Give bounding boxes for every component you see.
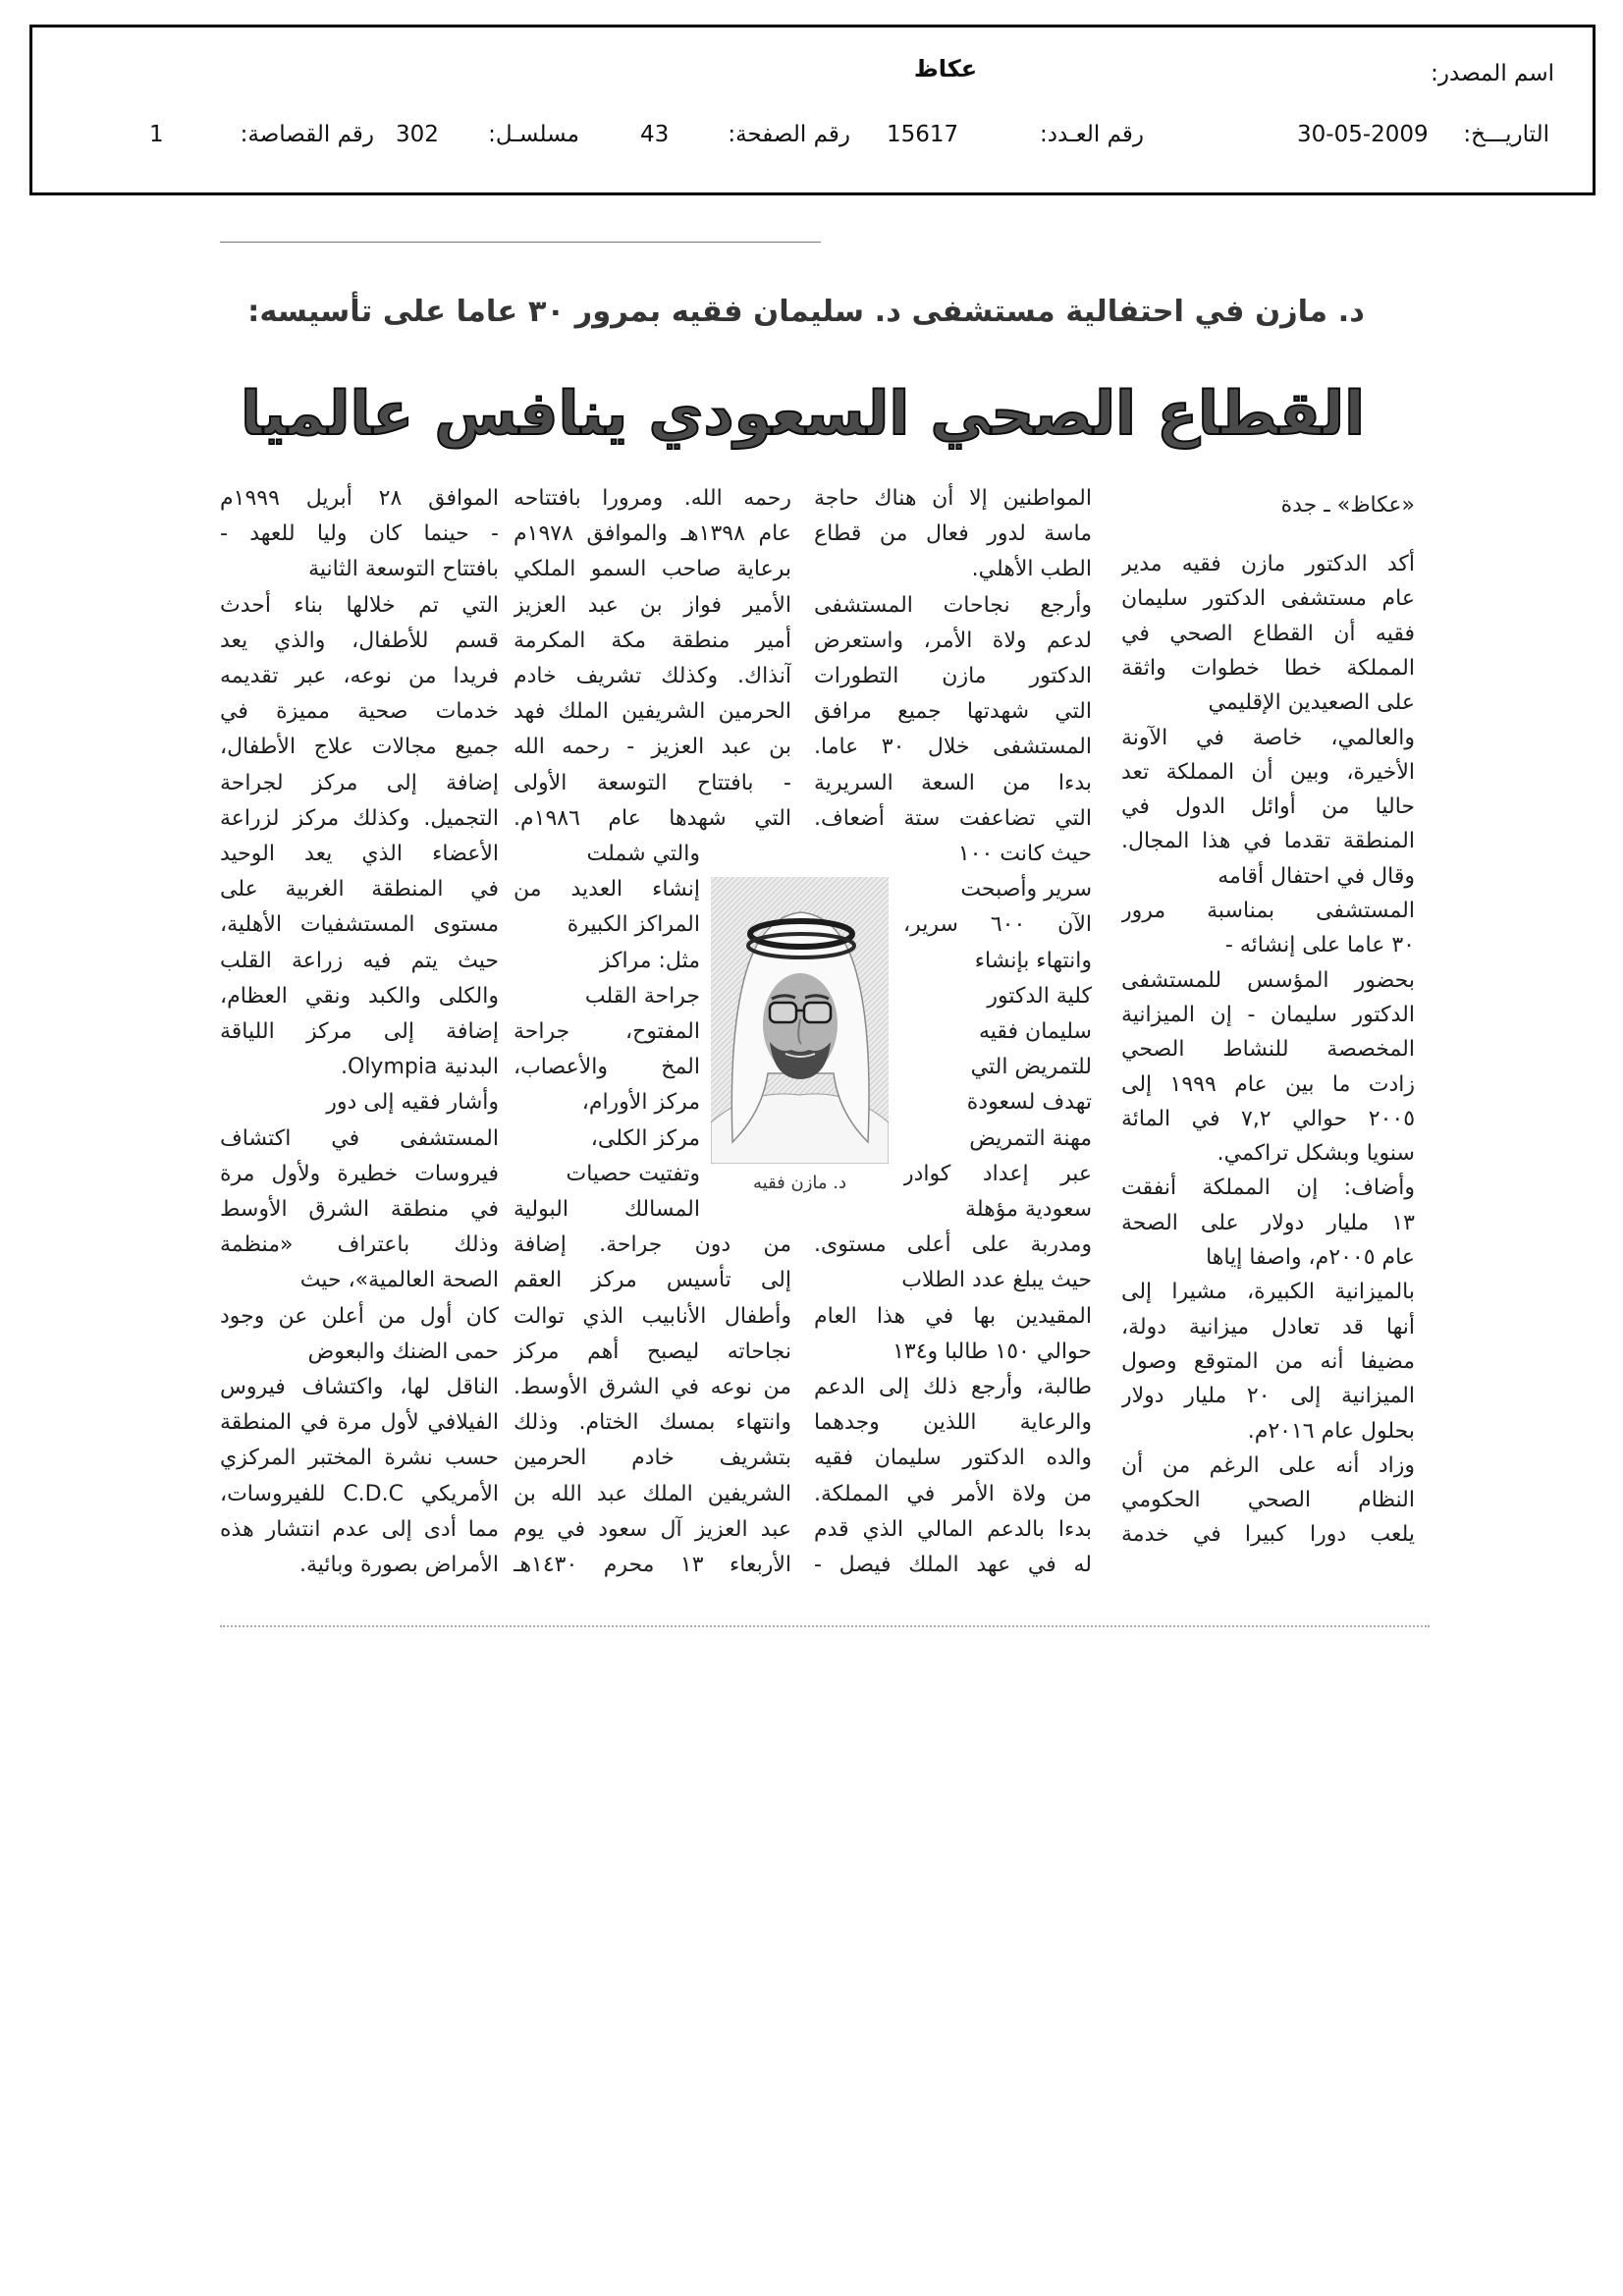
article-line-text: وأرجع نجاحات المستشفى: [814, 592, 1092, 618]
article-line-text: من ولاة الأمر في المملكة.: [814, 1481, 1092, 1506]
article-line: [814, 659, 1092, 694]
article-line-text: أنها قد تعادل ميزانية دولة،: [1121, 1314, 1415, 1339]
article-line-text: المراكز الكبيرة: [567, 912, 700, 938]
clip-label: رقم القصاصة:: [240, 122, 374, 147]
article-dateline: «عكاظ» ـ جدة: [1280, 493, 1415, 518]
article-line: [1121, 1032, 1415, 1066]
page-number: 43: [640, 122, 670, 147]
article-line-text: الأمراض بصورة وبائية.: [299, 1553, 499, 1577]
article-line: [220, 1121, 499, 1157]
article-line-text: بدءا بالدعم المالي الذي قدم: [814, 1516, 1092, 1542]
article-line-text: وأطفال الأنابيب الذي توالت: [514, 1303, 791, 1329]
article-column-4: [220, 481, 499, 1584]
article-line-text: المملكة خطا خطوات واثقة: [1121, 655, 1415, 681]
article-line: [220, 1263, 499, 1298]
article-line-text: سعودية مؤهلة: [965, 1197, 1092, 1222]
article-line-text: فيروسات خطيرة ولأول مرة: [220, 1161, 499, 1186]
article-line: [514, 1441, 791, 1476]
article-line: [814, 1335, 1092, 1370]
article-line: [220, 588, 499, 624]
article-line: [1121, 1102, 1415, 1136]
article-line: [514, 1370, 791, 1405]
article-line: [514, 1050, 700, 1085]
article-line-text: حاليا من أوائل الدول في: [1121, 794, 1415, 820]
portrait-image: [711, 877, 889, 1164]
article-line: [903, 837, 1092, 872]
article-line-text: حمى الضنك والبعوض: [307, 1339, 499, 1364]
article-line-text: والده الدكتور سليمان فقيه: [814, 1446, 1092, 1471]
article-line: [1121, 1449, 1415, 1483]
article-line-text: لدعم ولاة الأمر، واستعرض: [814, 628, 1092, 653]
article-line-text: طالبة، وأرجع ذلك إلى الدعم: [814, 1375, 1092, 1399]
photo-caption: د. مازن فقيه: [752, 1173, 846, 1193]
article-line-text: المستشفى خلال ٣٠ عاما.: [814, 735, 1092, 760]
article-line: [220, 944, 499, 979]
article-line-text: حيث يتم فيه زراعة القلب: [220, 948, 499, 973]
article-line: [814, 588, 1092, 624]
article-line: [514, 1014, 700, 1050]
article-line: [514, 801, 791, 837]
article-line: [220, 730, 499, 765]
article-column-1: [1121, 547, 1415, 1553]
article-line-text: التجميل. وكذلك مركز لزراعة: [220, 805, 499, 831]
article-line: [1121, 1206, 1415, 1240]
article-line-text: مركز الكلى،: [590, 1125, 700, 1151]
article-line: [220, 1085, 499, 1121]
article-line-text: الموافق ٢٨ أبريل ١٩٩٩م: [220, 486, 499, 511]
article-line: [514, 552, 791, 587]
top-divider: [220, 242, 821, 243]
article-line: [220, 1370, 499, 1405]
article-line-text: والرعاية اللذين وجدهما: [814, 1410, 1092, 1436]
article-line-text: مهنة التمريض: [969, 1125, 1092, 1151]
article-headline-text: القطاع الصحي السعودي ينافس عالميا: [240, 379, 1366, 449]
article-line-text: برعاية صاحب السمو الملكي: [514, 557, 791, 582]
article-line-text: وقال في احتفال أقامه: [1217, 863, 1415, 889]
article-line-text: الناقل لها، واكتشاف فيروس: [220, 1375, 499, 1399]
article-line-text: مثل: مراكز: [599, 948, 700, 973]
article-line-text: والعالمي، خاصة في الآونة: [1121, 725, 1415, 750]
article-line-text: إنشاء العديد من: [514, 877, 700, 902]
article-line-text: الأمريكي C.D.C للفيروسات،: [220, 1481, 499, 1506]
article-line-text: قسم للأطفال، والذي يعد: [220, 628, 499, 653]
article-line-text: كان أول من أعلن عن وجود: [220, 1303, 499, 1329]
date-label: التاريـــخ:: [1463, 122, 1549, 147]
article-line: [220, 481, 499, 517]
article-line: [814, 801, 1092, 837]
article-line: [220, 766, 499, 801]
article-line-text: المواطنين إلا أن هناك حاجة: [814, 486, 1092, 511]
article-line: [814, 481, 1092, 517]
article-line-text: إضافة إلى مركز لجراحة: [220, 770, 499, 795]
article-line: [903, 1192, 1092, 1228]
article-line: [1121, 1414, 1415, 1449]
article-line-text: المستشفى بمناسبة مرور: [1121, 899, 1415, 923]
article-line-text: والتي شملت: [586, 842, 700, 866]
article-line: [814, 1441, 1092, 1476]
article-line: [220, 517, 499, 552]
newspaper-name: عكاظ: [913, 55, 978, 82]
article-line-text: فقيه أن القطاع الصحي في: [1121, 621, 1415, 646]
article-line: [814, 1228, 1092, 1263]
portrait-photo: [711, 877, 889, 1164]
article-line-text: بحلول عام ٢٠١٦م.: [1247, 1418, 1415, 1444]
article-line-text: وانتهاء بإنشاء: [974, 948, 1092, 973]
article-line: [814, 552, 1092, 587]
article-line: [1121, 894, 1415, 928]
article-line-text: بافتتاح التوسعة الثانية: [308, 557, 499, 582]
article-line: [1121, 1067, 1415, 1102]
article-line: [1121, 721, 1415, 755]
article-line-text: وزاد أنه على الرغم من أن: [1121, 1452, 1415, 1478]
article-line: [814, 694, 1092, 730]
article-line-text: آنذاك. وكذلك تشريف خادم: [514, 664, 791, 688]
article-line-text: بالميزانية الكبيرة، مشيرا إلى: [1121, 1280, 1415, 1305]
article-line-text: من دون جراحة. إضافة: [514, 1232, 791, 1258]
article-line: [514, 1335, 791, 1370]
article-line: [814, 517, 1092, 552]
article-line-text: للتمريض التي: [970, 1055, 1092, 1080]
article-line-text: الأخيرة، وبين أن المملكة تعد: [1121, 759, 1415, 785]
article-line: [1121, 651, 1415, 685]
article-line: [514, 1228, 791, 1263]
article-line-text: - بافتتاح التوسعة الأولى: [514, 770, 791, 795]
article-line: [514, 1121, 700, 1157]
article-line-text: الدكتور مازن التطورات: [814, 664, 1092, 688]
article-line: [814, 1548, 1092, 1583]
article-line: [220, 694, 499, 730]
article-line-text: المسالك البولية: [514, 1197, 700, 1222]
article-line-text: الآن ٦٠٠ سرير،: [903, 912, 1092, 938]
article-line-text: حوالي ١٥٠ طالبا و١٣٤: [893, 1339, 1092, 1364]
article-line-text: وأشار فقيه إلى دور: [326, 1090, 499, 1116]
article-line-text: المخ والأعصاب،: [514, 1055, 700, 1080]
article-line: [903, 1050, 1092, 1085]
article-line: [1121, 824, 1415, 858]
article-line: [514, 907, 700, 943]
article-line: [1121, 1275, 1415, 1309]
article-line: [220, 552, 499, 587]
article-line: [1121, 928, 1415, 962]
article-line: [220, 1548, 499, 1583]
article-line-text: - حينما كان وليا للعهد -: [220, 521, 499, 547]
article-line-text: وأضاف: إن المملكة أنفقت: [1121, 1175, 1415, 1201]
article-line-text: التي شهدتها جميع مرافق: [814, 699, 1092, 725]
article-line-text: ٢٠٠٥ حوالي ٧,٢ في المائة: [1121, 1106, 1415, 1131]
article-line-text: له في عهد الملك فيصل -: [814, 1553, 1092, 1577]
article-line-text: عام ٢٠٠٥م، واصفا إياها: [1206, 1245, 1415, 1270]
article-line-text: عام ١٣٩٨هـ والموافق ١٩٧٨م: [514, 521, 791, 547]
article-line-text: في منطقة الشرق الأوسط: [220, 1197, 499, 1222]
article-line: [514, 1548, 791, 1583]
article-line-text: حيث يبلغ عدد الطلاب: [901, 1268, 1092, 1293]
article-line: [220, 979, 499, 1014]
article-line: [1121, 1483, 1415, 1517]
clipping-header-box: [29, 25, 1596, 195]
article-line-text: سنويا وبشكل تراكمي.: [1217, 1141, 1415, 1167]
bottom-divider: [220, 1625, 1430, 1627]
article-line-text: ماسة لدور فعال من قطاع: [814, 521, 1092, 547]
page-label: رقم الصفحة:: [728, 122, 850, 147]
article-line: [903, 1121, 1092, 1157]
article-line: [514, 1405, 791, 1441]
article-line-text: أمير منطقة مكة المكرمة: [514, 628, 791, 653]
article-line-text: الميزانية إلى ٢٠ مليار دولار: [1121, 1384, 1415, 1409]
article-line-text: عبر إعداد كوادر: [903, 1161, 1092, 1186]
article-line-text: المنطقة تقدما في هذا المجال.: [1121, 829, 1415, 854]
article-line-text: وانتهاء بمسك الختام. وذلك: [514, 1410, 791, 1436]
article-line-text: نجاحاته ليصبح أهم مركز: [514, 1339, 791, 1364]
issue-number: 15617: [887, 122, 959, 147]
article-line: [220, 837, 499, 872]
article-line: [1121, 1310, 1415, 1344]
article-line-text: مما أدى إلى عدم انتشار هذه: [220, 1516, 499, 1542]
article-line: [220, 1299, 499, 1335]
article-line-text: الفيلافي لأول مرة في المنطقة: [220, 1410, 499, 1436]
article-line: [1121, 963, 1415, 998]
article-line: [1121, 547, 1415, 581]
article-line: [514, 837, 700, 872]
article-line: [220, 659, 499, 694]
article-line: [903, 944, 1092, 979]
article-line-text: عام مستشفى الدكتور سليمان: [1121, 586, 1415, 612]
date-value: 30-05-2009: [1297, 122, 1429, 147]
article-line-text: وتفتيت حصيات: [566, 1161, 700, 1186]
article-line-text: بن عبد العزيز - رحمه الله: [514, 735, 791, 760]
article-line: [1121, 1240, 1415, 1275]
article-line-text: الدكتور سليمان - إن الميزانية: [1121, 1002, 1415, 1027]
article-line-text: والكلى والكبد ونقي العظام،: [220, 983, 499, 1009]
article-line: [514, 766, 791, 801]
article-line: [1121, 1136, 1415, 1171]
article-line: [903, 872, 1092, 907]
article-line-text: إلى تأسيس مركز العقم: [514, 1268, 791, 1293]
article-line: [220, 1050, 499, 1085]
article-line-text: على الصعيدين الإقليمي: [1208, 690, 1415, 716]
article-line-text: ٣٠ عاما على إنشائه -: [1224, 933, 1415, 958]
article-line-text: إضافة إلى مركز اللياقة: [220, 1019, 499, 1044]
article-line: [514, 872, 700, 907]
article-line-text: المقيدين بها في هذا العام: [814, 1303, 1092, 1329]
article-line-text: الشريفين الملك عبد الله بن: [514, 1481, 791, 1506]
article-line-text: حيث كانت ١٠٠: [957, 842, 1092, 866]
article-line-text: الأعضاء الذي يعد الوحيد: [220, 842, 499, 866]
article-line: [514, 1477, 791, 1512]
article-line: [903, 1014, 1092, 1050]
article-line: [514, 730, 791, 765]
issue-label: رقم العـدد:: [1039, 122, 1144, 147]
article-line-text: مستوى المستشفيات الأهلية،: [220, 912, 499, 938]
article-line-text: يلعب دورا كبيرا في خدمة: [1121, 1522, 1415, 1548]
article-line-text: بتشريف خادم الحرمين: [514, 1446, 791, 1471]
article-line: [220, 872, 499, 907]
article-line: [220, 624, 499, 659]
serial-number: 302: [396, 122, 439, 147]
article-line: [814, 1370, 1092, 1405]
article-line: [514, 1299, 791, 1335]
article-line: [514, 1512, 791, 1548]
article-line: [220, 801, 499, 837]
article-line: [1121, 1171, 1415, 1205]
article-line: [514, 694, 791, 730]
article-line: [1121, 790, 1415, 824]
article-line: [220, 1228, 499, 1263]
article-line-text: تهدف لسعودة: [966, 1090, 1092, 1116]
article-line-text: حسب نشرة المختبر المركزي: [220, 1446, 499, 1471]
article-line-text: سرير وأصبحت: [960, 877, 1092, 902]
article-line-text: الحرمين الشريفين الملك فهد: [514, 699, 791, 725]
article-line-text: جميع مجالات علاج الأطفال،: [220, 735, 499, 760]
article-line-text: سليمان فقيه: [978, 1019, 1092, 1044]
article-subtitle: [242, 285, 1371, 340]
article-line: [1121, 685, 1415, 720]
article-line: [220, 1441, 499, 1476]
article-line: [514, 481, 791, 517]
article-line-text: وذلك باعتراف «منظمة: [220, 1232, 499, 1258]
article-line-text: النظام الصحي الحكومي: [1121, 1488, 1415, 1513]
article-line: [814, 1299, 1092, 1335]
article-line: [814, 1477, 1092, 1512]
article-line: [514, 979, 700, 1014]
article-line-text: عبد العزيز آل سعود في يوم: [514, 1516, 791, 1542]
article-line-text: الأمير فواز بن عبد العزيز: [514, 592, 791, 618]
serial-label: مسلسـل:: [488, 122, 579, 147]
article-line: [514, 1157, 700, 1192]
article-line: [514, 1263, 791, 1298]
article-line-text: المخصصة للنشاط الصحي: [1121, 1037, 1415, 1063]
article-line-text: زادت ما بين عام ١٩٩٩ إلى: [1121, 1071, 1415, 1097]
article-line: [814, 730, 1092, 765]
article-line: [1121, 755, 1415, 790]
article-line-text: في المنطقة الغربية على: [220, 877, 499, 902]
article-line: [514, 588, 791, 624]
article-line-text: بدءا من السعة السريرية: [814, 770, 1092, 795]
article-line-text: خدمات صحية مميزة في: [220, 699, 499, 725]
article-line: [1121, 1344, 1415, 1379]
article-line: [1121, 1517, 1415, 1552]
article-line-text: جراحة القلب: [584, 983, 700, 1009]
clip-number: 1: [149, 122, 164, 147]
article-line-text: المستشفى في اكتشاف: [220, 1125, 499, 1151]
article-line: [220, 1335, 499, 1370]
article-line-text: المفتوح، جراحة: [514, 1019, 700, 1044]
article-line: [1121, 998, 1415, 1032]
article-line: [220, 1512, 499, 1548]
article-line: [220, 1192, 499, 1228]
article-line: [514, 659, 791, 694]
article-line: [903, 1085, 1092, 1121]
article-line: [814, 624, 1092, 659]
article-line: [514, 1085, 700, 1121]
article-line-text: رحمه الله. ومرورا بافتتاحه: [514, 486, 791, 511]
article-line: [514, 624, 791, 659]
article-line: [903, 907, 1092, 943]
article-line: [814, 1512, 1092, 1548]
article-line-text: الأربعاء ١٣ محرم ١٤٣٠هـ: [514, 1553, 791, 1577]
article-line: [514, 517, 791, 552]
article-line-text: من نوعه في الشرق الأوسط.: [514, 1375, 791, 1399]
article-line: [814, 766, 1092, 801]
article-headline: [235, 363, 1371, 465]
article-line-text: مضيفا أنه من المتوقع وصول: [1121, 1348, 1415, 1374]
article-line: [1121, 859, 1415, 894]
article-line: [1121, 617, 1415, 651]
article-subtitle-text: د. مازن في احتفالية مستشفى د. سليمان فقيه بمرور ٣٠ عاما على تأسيسه:: [247, 295, 1365, 329]
article-line: [1121, 1379, 1415, 1413]
article-line: [814, 1263, 1092, 1298]
article-line-text: فريدا من نوعه، عبر تقديمه: [220, 664, 499, 688]
article-line: [514, 1192, 700, 1228]
article-line: [220, 1477, 499, 1512]
article-line-text: ومدربة على أعلى مستوى.: [814, 1232, 1092, 1258]
article-line-text: كلية الدكتور: [987, 983, 1092, 1009]
article-line: [1121, 581, 1415, 616]
article-line-text: التي تم خلالها بناء أحدث: [220, 592, 499, 618]
article-line: [903, 979, 1092, 1014]
article-line: [814, 1405, 1092, 1441]
article-line-text: ١٣ مليار دولار على الصحة: [1121, 1210, 1415, 1235]
article-line-text: بحضور المؤسس للمستشفى: [1121, 967, 1415, 993]
article-line-text: مركز الأورام،: [581, 1090, 700, 1116]
article-line-text: أكد الدكتور مازن فقيه مدير: [1121, 552, 1415, 576]
article-line-text: الطب الأهلي.: [971, 557, 1092, 582]
article-line: [514, 944, 700, 979]
article-line: [220, 1157, 499, 1192]
article-line: [220, 907, 499, 943]
article-line-text: الصحة العالمية»، حيث: [299, 1268, 499, 1293]
article-line: [220, 1014, 499, 1050]
source-label: اسم المصدر:: [1431, 61, 1554, 86]
article-line: [903, 1157, 1092, 1192]
article-line-text: البدنية Olympia.: [341, 1055, 499, 1080]
article-line: [220, 1405, 499, 1441]
article-line-text: التي شهدها عام ١٩٨٦م.: [514, 805, 791, 831]
article-line-text: التي تضاعفت ستة أضعاف.: [814, 805, 1092, 831]
